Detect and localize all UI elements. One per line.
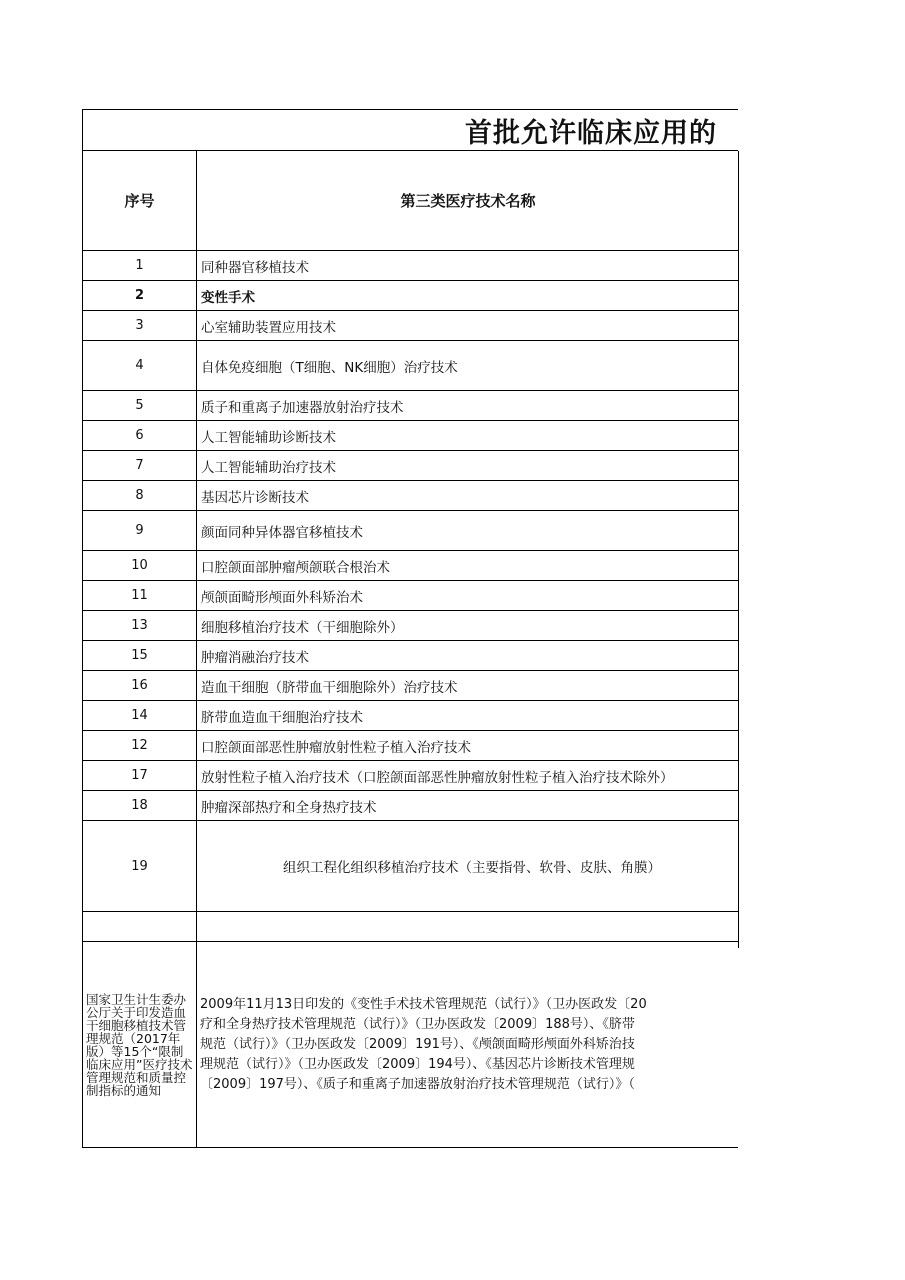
row-name: 造血干细胞（脐带血干细胞除外）治疗技术 — [197, 671, 739, 701]
table-row — [83, 511, 739, 551]
row-name: 颜面同种异体器官移植技术 — [197, 511, 739, 551]
table-row — [83, 421, 739, 451]
table-row — [83, 641, 739, 671]
notice-title: 国家卫生计生委办公厅关于印发造血干细胞移植技术管理规范（2017年版）等15个“限制临床应用”医疗技术管理规范和质量控制指标的通知 — [83, 942, 197, 1148]
row-index: 13 — [83, 611, 197, 641]
row-name: 质子和重离子加速器放射治疗技术 — [197, 391, 739, 421]
table-row — [83, 821, 739, 912]
table-row — [83, 701, 739, 731]
table-row — [83, 391, 739, 421]
table-row — [83, 761, 739, 791]
notice-line: 疗和全身热疗技术管理规范（试行）》（卫办医政发〔2009〕188号）、《脐带 — [200, 1016, 635, 1032]
row-name: 放射性粒子植入治疗技术（口腔颌面部恶性肿瘤放射性粒子植入治疗技术除外） — [197, 761, 739, 791]
row-index: 3 — [83, 311, 197, 341]
empty-row — [83, 912, 739, 942]
row-name: 肿瘤消融治疗技术 — [197, 641, 739, 671]
row-index: 15 — [83, 641, 197, 671]
row-index: 18 — [83, 791, 197, 821]
notice-line: 〔2009〕197号）、《质子和重离子加速器放射治疗技术管理规范（试行）》（ — [200, 1076, 635, 1092]
notice-description — [197, 942, 739, 1148]
table-row — [83, 251, 739, 281]
row-index: 5 — [83, 391, 197, 421]
row-name: 同种器官移植技术 — [197, 251, 739, 281]
table-row — [83, 451, 739, 481]
row-index: 11 — [83, 581, 197, 611]
row-name: 人工智能辅助诊断技术 — [197, 421, 739, 451]
notice-line: 理规范（试行）》（卫办医政发〔2009〕194号）、《基因芯片诊断技术管理规 — [200, 1056, 635, 1072]
row-name: 自体免疫细胞（T细胞、NK细胞）治疗技术 — [197, 341, 739, 391]
empty-cell — [197, 912, 739, 942]
row-name: 基因芯片诊断技术 — [197, 481, 739, 511]
page-title: 首批允许临床应用的 — [83, 110, 739, 151]
row-index: 19 — [83, 821, 197, 912]
row-index: 4 — [83, 341, 197, 391]
header-row — [83, 151, 739, 251]
row-name-label: 组织工程化组织移植治疗技术（主要指骨、软骨、皮肤、角膜） — [283, 860, 661, 876]
header-index: 序号 — [83, 151, 197, 251]
row-index: 2 — [83, 281, 197, 311]
row-name: 脐带血造血干细胞治疗技术 — [197, 701, 739, 731]
row-index: 8 — [83, 481, 197, 511]
row-name: 变性手术 — [197, 281, 739, 311]
row-name — [197, 821, 739, 912]
row-index: 14 — [83, 701, 197, 731]
row-name: 心室辅助装置应用技术 — [197, 311, 739, 341]
column-divider — [738, 151, 739, 948]
notice-row — [83, 942, 739, 1148]
row-name: 人工智能辅助治疗技术 — [197, 451, 739, 481]
row-name: 细胞移植治疗技术（干细胞除外） — [197, 611, 739, 641]
table-row — [83, 311, 739, 341]
table-row — [83, 281, 739, 311]
table-row — [83, 581, 739, 611]
row-name: 口腔颌面部肿瘤颅颌联合根治术 — [197, 551, 739, 581]
table-row — [83, 341, 739, 391]
row-index: 6 — [83, 421, 197, 451]
header-name-label: 第三类医疗技术名称 — [400, 192, 536, 210]
title-row — [83, 110, 739, 151]
table-row — [83, 551, 739, 581]
row-name: 口腔颌面部恶性肿瘤放射性粒子植入治疗技术 — [197, 731, 739, 761]
notice-line: 2009年11月13日印发的《变性手术技术管理规范（试行）》（卫办医政发〔20 — [200, 996, 647, 1012]
empty-cell — [83, 912, 197, 942]
row-index: 1 — [83, 251, 197, 281]
row-index: 7 — [83, 451, 197, 481]
row-name: 颅颌面畸形颅面外科矫治术 — [197, 581, 739, 611]
row-index: 12 — [83, 731, 197, 761]
row-index: 9 — [83, 511, 197, 551]
header-name — [197, 151, 739, 251]
table-row — [83, 611, 739, 641]
row-index: 16 — [83, 671, 197, 701]
notice-line: 规范（试行）》（卫办医政发〔2009〕191号）、《颅颌面畸形颅面外科矫治技 — [200, 1036, 635, 1052]
technology-table — [82, 109, 738, 1148]
row-index: 17 — [83, 761, 197, 791]
table-row — [83, 791, 739, 821]
table-row — [83, 671, 739, 701]
spreadsheet-page — [82, 109, 738, 1155]
table-row — [83, 731, 739, 761]
row-index: 10 — [83, 551, 197, 581]
row-name: 肿瘤深部热疗和全身热疗技术 — [197, 791, 739, 821]
table-row — [83, 481, 739, 511]
